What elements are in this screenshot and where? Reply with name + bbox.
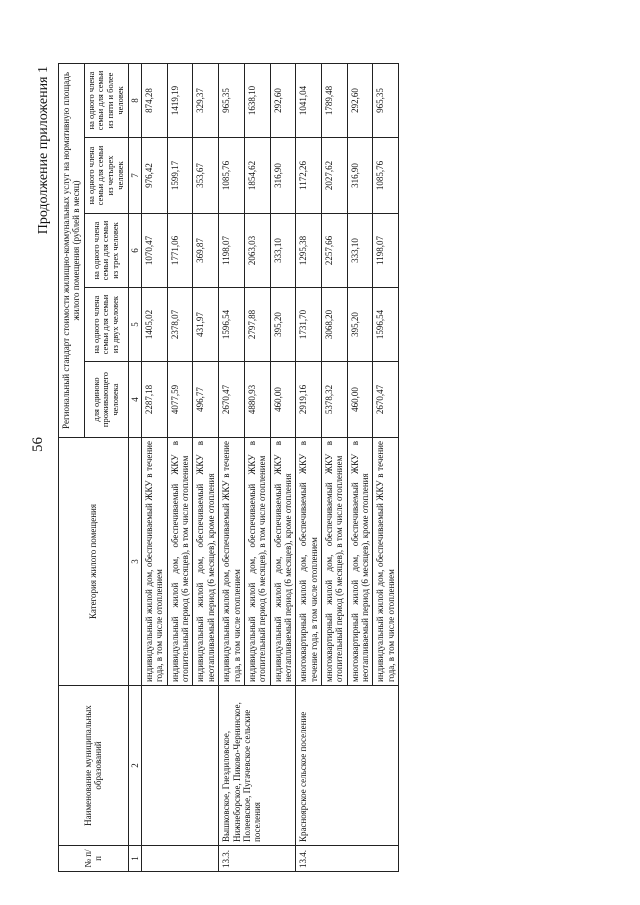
housing-category-cell: многоквартирный жилой дом, обеспечиваемый ЖКУ в неотапливаемый период (6 месяцев), кроме отопления [347,438,373,686]
table-row [296,63,322,871]
municipality-cell: Вышковское, Гнездиловское, Нижнеборское, Пиково-Чернинское, Полеевское, Пугачевское сельские поселения [219,686,296,846]
housing-category-cell: индивидуальный жилой дом, обеспечиваемый ЖКУ в неотапливаемый период (6 месяцев), кроме отопления [270,438,296,686]
column-number: 5 [128,288,141,362]
column-number: 4 [128,362,141,438]
value-cell: 1771,06 [167,214,193,288]
value-cell: 1731,70 [296,288,322,362]
header-municipality-name: Наименование муниципальных образований [59,686,129,846]
column-number: 6 [128,214,141,288]
value-cell: 316,90 [270,138,296,214]
value-cell: 2257,66 [321,214,347,288]
housing-category-cell: индивидуальный жилой дом, обеспечиваемый ЖКУ в течение года, в том числе отоплением [373,438,399,686]
value-cell: 1596,54 [219,288,245,362]
value-cell: 395,20 [270,288,296,362]
value-cell: 965,35 [219,63,245,137]
appendix-continuation-title: Продолжение приложения 1 [36,66,51,235]
value-cell: 496,77 [193,362,219,438]
value-cell: 1085,76 [373,138,399,214]
value-cell: 329,37 [193,63,219,137]
value-cell: 976,42 [142,138,168,214]
column-number: 7 [128,138,141,214]
header-single-person: для одиноко проживающего человека [84,362,128,438]
value-cell: 1041,04 [296,63,322,137]
value-cell: 2378,07 [167,288,193,362]
value-cell: 1295,38 [296,214,322,288]
value-cell: 2670,47 [373,362,399,438]
value-cell: 431,97 [193,288,219,362]
page-number: 56 [30,437,46,452]
value-cell: 316,90 [347,138,373,214]
housing-category-cell: многоквартирный жилой дом, обеспечиваемый ЖКУ в отопительный период (6 месяцев), в том числе отоплением [321,438,347,686]
value-cell: 1070,47 [142,214,168,288]
row-number-cell: 13.4. [296,846,399,872]
value-cell: 353,67 [193,138,219,214]
value-cell: 2287,18 [142,362,168,438]
housing-category-cell: индивидуальный жилой дом, обеспечиваемый ЖКУ в отопительный период (6 месяцев), в том числе отоплением [244,438,270,686]
value-cell: 1596,54 [373,288,399,362]
value-cell: 4880,93 [244,362,270,438]
value-cell: 2027,62 [321,138,347,214]
header-regional-standard: Региональный стандарт стоимости жилищно-коммунальных услуг на нормативную площадь жилого помещения (рублей в месяц) [59,63,85,437]
column-number: 8 [128,63,141,137]
column-number: 2 [128,686,141,846]
table-row [142,63,168,871]
value-cell: 4077,59 [167,362,193,438]
value-cell: 1172,26 [296,138,322,214]
value-cell: 2670,47 [219,362,245,438]
housing-cost-standard-table [58,63,399,872]
housing-category-cell: многоквартирный жилой дом, обеспечиваемый ЖКУ в течение года, в том числе отоплением [296,438,322,686]
value-cell: 1405,02 [142,288,168,362]
housing-category-cell: индивидуальный жилой дом, обеспечиваемый ЖКУ в течение года, в том числе отоплением [219,438,245,686]
value-cell: 5378,32 [321,362,347,438]
value-cell: 1599,17 [167,138,193,214]
housing-category-cell: индивидуальный жилой дом, обеспечиваемый ЖКУ в отопительный период (6 месяцев), в том числе отоплением [167,438,193,686]
housing-category-cell: индивидуальный жилой дом, обеспечиваемый ЖКУ в неотапливаемый период (6 месяцев), кроме отопления [193,438,219,686]
value-cell: 965,35 [373,63,399,137]
value-cell: 292,60 [347,63,373,137]
table-body [142,63,399,871]
value-cell: 2797,88 [244,288,270,362]
value-cell: 1198,07 [219,214,245,288]
row-number-cell [142,846,219,872]
header-family-two: на одного члена семьи для семьи из двух человек [84,288,128,362]
value-cell: 395,20 [347,288,373,362]
value-cell: 3068,20 [321,288,347,362]
value-cell: 460,00 [347,362,373,438]
header-family-three: на одного члена семьи для семьи из трех человек [84,214,128,288]
value-cell: 2919,16 [296,362,322,438]
value-cell: 2063,03 [244,214,270,288]
municipality-cell: Красноярское сельское поселение [296,686,399,846]
value-cell: 874,28 [142,63,168,137]
municipality-cell [142,686,219,846]
housing-category-cell: индивидуальный жилой дом, обеспечиваемый ЖКУ в течение года, в том числе отоплением [142,438,168,686]
rotated-page-content [36,32,594,872]
header-row-number: № п/п [59,846,129,872]
value-cell: 369,87 [193,214,219,288]
value-cell: 1638,10 [244,63,270,137]
value-cell: 1789,48 [321,63,347,137]
value-cell: 292,60 [270,63,296,137]
row-number-cell: 13.3. [219,846,296,872]
header-family-four: на одного члена семьи для семьи из четырех человек [84,138,128,214]
value-cell: 333,10 [270,214,296,288]
value-cell: 1198,07 [373,214,399,288]
column-number: 1 [128,846,141,872]
header-family-five-plus: на одного члена семьи для семьи из пяти и более человек [84,63,128,137]
column-number: 3 [128,438,141,686]
value-cell: 1419,19 [167,63,193,137]
value-cell: 1085,76 [219,138,245,214]
value-cell: 1854,62 [244,138,270,214]
value-cell: 333,10 [347,214,373,288]
table-row [219,63,245,871]
header-housing-category: Категория жилого помещения [59,438,129,686]
value-cell: 460,00 [270,362,296,438]
